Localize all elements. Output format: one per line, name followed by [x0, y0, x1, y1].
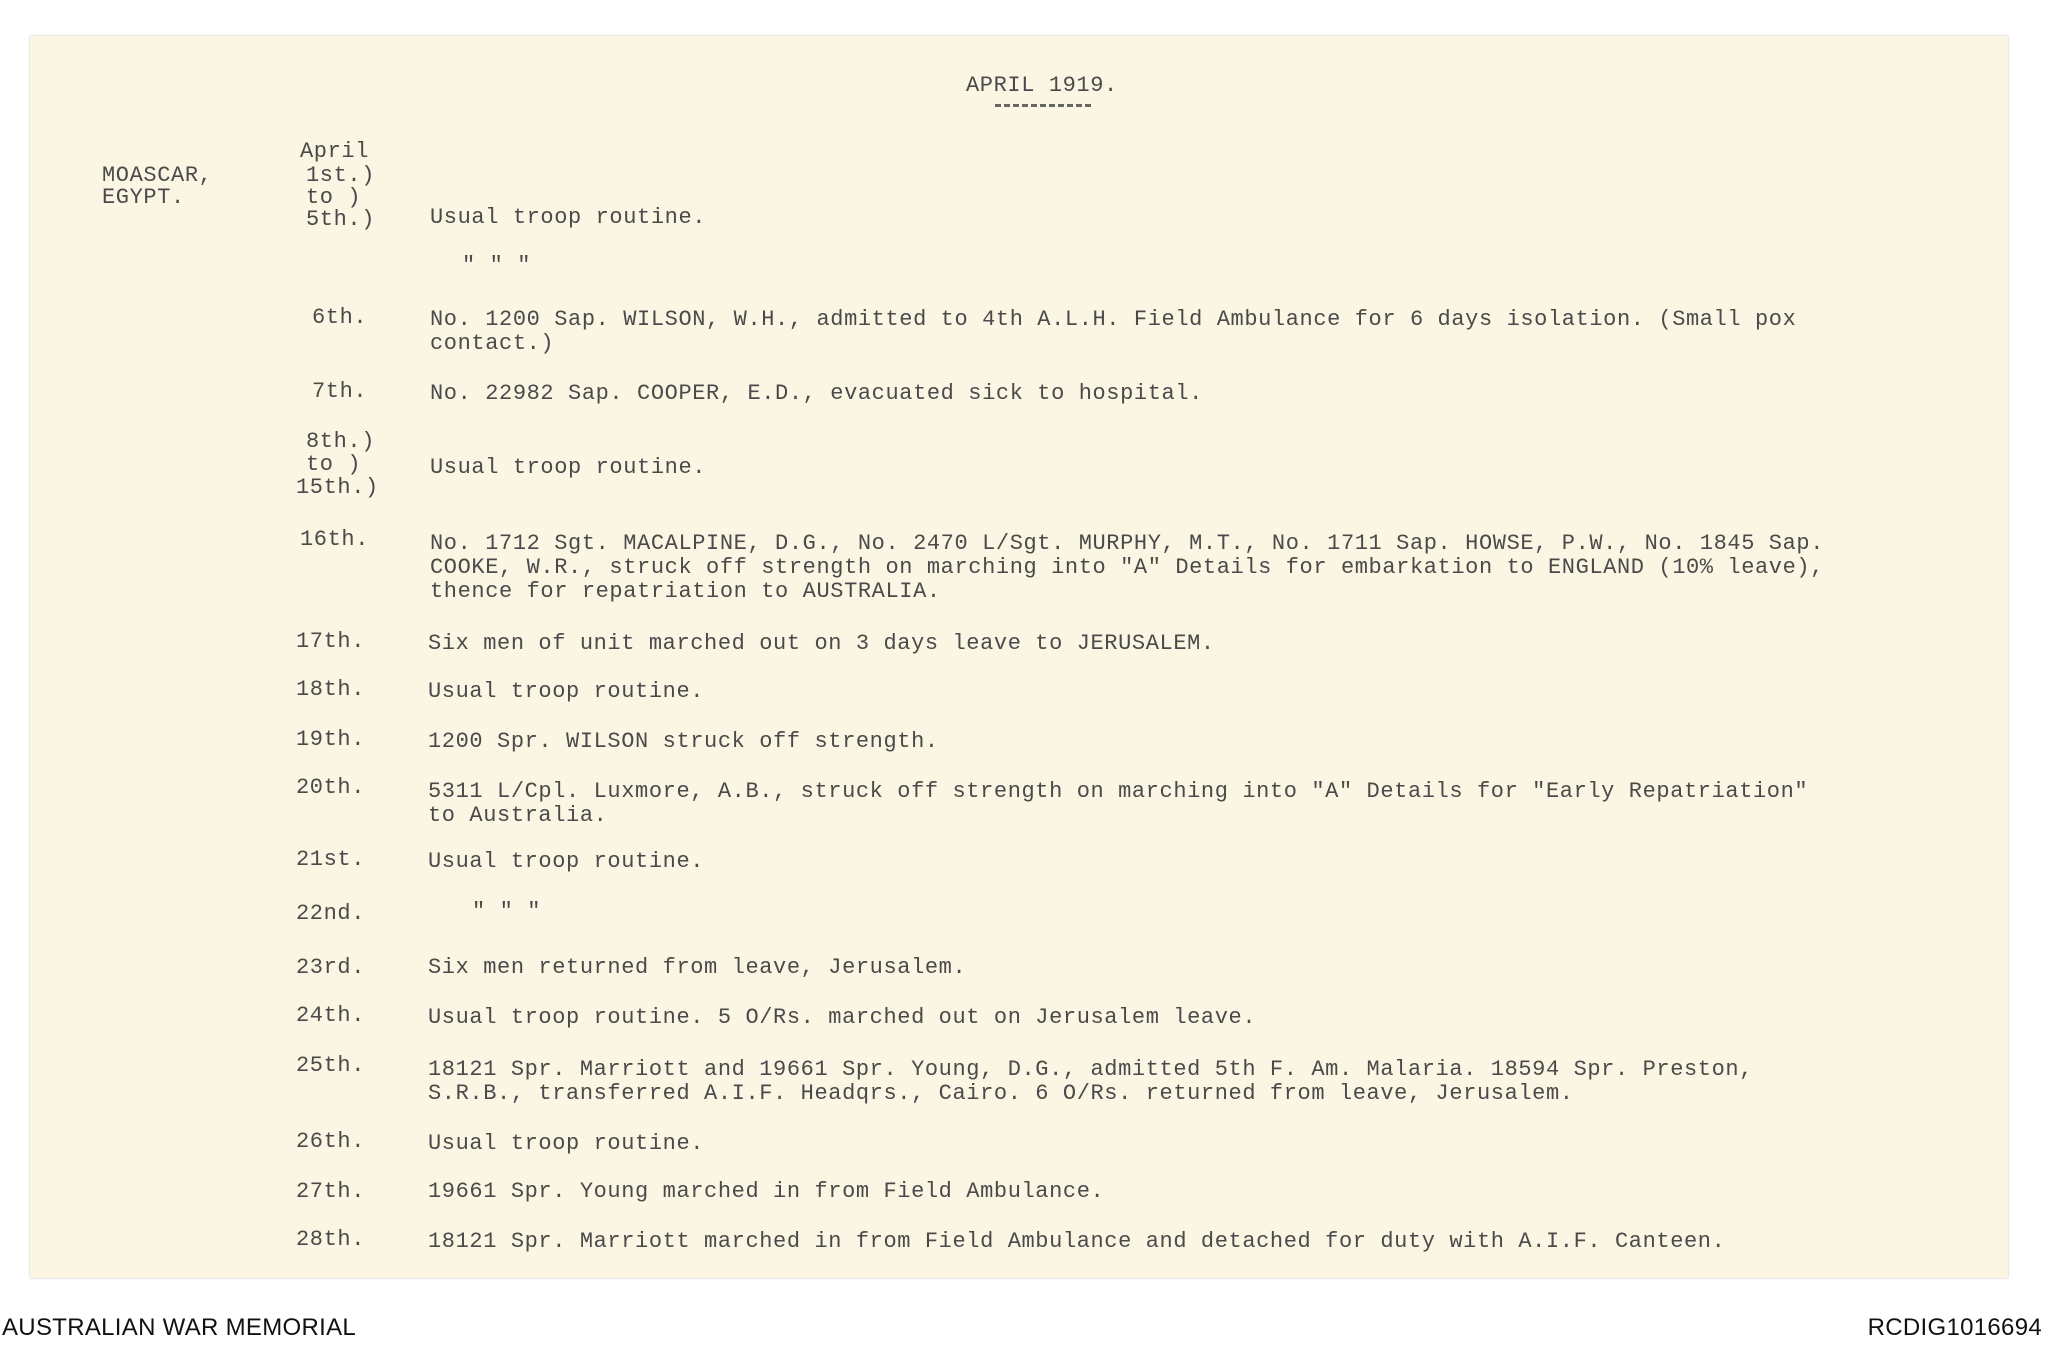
- ditto-marks: " " ": [472, 899, 542, 924]
- place-line-1: MOASCAR,: [102, 163, 213, 188]
- entry-date: 16th.: [300, 527, 370, 552]
- entry-text: 1200 Spr. WILSON struck off strength.: [428, 729, 939, 754]
- entry-date: 26th.: [296, 1129, 366, 1154]
- entry-text: Six men of unit marched out on 3 days leave to JERUSALEM.: [428, 631, 1215, 656]
- entry-text: S.R.B., transferred A.I.F. Headqrs., Cairo. 6 O/Rs. returned from leave, Jerusalem.: [428, 1081, 1574, 1106]
- footer-id: RCDIG1016694: [1867, 1314, 2042, 1341]
- entry-date: 15th.): [296, 475, 379, 500]
- entry-date: 18th.: [296, 677, 366, 702]
- entry-text: Usual troop routine. 5 O/Rs. marched out on Jerusalem leave.: [428, 1005, 1257, 1030]
- footer-source: AUSTRALIAN WAR MEMORIAL: [2, 1314, 357, 1341]
- entry-date: 22nd.: [296, 901, 366, 926]
- entry-date: 24th.: [296, 1003, 366, 1028]
- entry-date: 17th.: [296, 629, 366, 654]
- entry-date: 19th.: [296, 727, 366, 752]
- place-line-2: EGYPT.: [102, 185, 185, 210]
- entry-text: 18121 Spr. Marriott and 19661 Spr. Young, D.G., admitted 5th F. Am. Malaria. 18594 Spr. Preston,: [428, 1057, 1754, 1082]
- entry-date: 7th.: [312, 379, 368, 404]
- entry-text: Usual troop routine.: [428, 849, 705, 874]
- entry-date: 1st.): [306, 163, 376, 188]
- entry-date: 25th.: [296, 1053, 366, 1078]
- entry-text: 19661 Spr. Young marched in from Field Ambulance.: [428, 1179, 1105, 1204]
- entry-text: Usual troop routine.: [428, 1131, 705, 1156]
- entry-text: No. 1712 Sgt. MACALPINE, D.G., No. 2470 L/Sgt. MURPHY, M.T., No. 1711 Sap. HOWSE, P.W., No. 1845 Sap.: [430, 531, 1825, 556]
- entry-date: 23rd.: [296, 955, 366, 980]
- entry-date: 5th.): [306, 207, 376, 232]
- entry-text: No. 1200 Sap. WILSON, W.H., admitted to 4th A.L.H. Field Ambulance for 6 days isolation. (Small pox: [430, 307, 1797, 332]
- entry-date: to ): [306, 185, 362, 210]
- entry-date: to ): [306, 452, 362, 477]
- page-title: APRIL 1919.: [966, 73, 1118, 98]
- entry-text: 18121 Spr. Marriott marched in from Field Ambulance and detached for duty with A.I.F. Canteen.: [428, 1229, 1726, 1254]
- entry-text: Usual troop routine.: [430, 455, 707, 480]
- entry-date: 27th.: [296, 1179, 366, 1204]
- entry-text: Six men returned from leave, Jerusalem.: [428, 955, 967, 980]
- entry-text: contact.): [430, 331, 555, 356]
- entry-date: 28th.: [296, 1227, 366, 1252]
- entry-text: to Australia.: [428, 803, 608, 828]
- entry-text: Usual troop routine.: [428, 679, 705, 704]
- entry-text: COOKE, W.R., struck off strength on marching into "A" Details for embarkation to ENGLAND (10% leave),: [430, 555, 1825, 580]
- title-underline: [995, 104, 1091, 107]
- entry-text: thence for repatriation to AUSTRALIA.: [430, 579, 941, 604]
- entry-date: 8th.): [306, 429, 376, 454]
- entry-date: 21st.: [296, 847, 366, 872]
- entry-text: Usual troop routine.: [430, 205, 707, 230]
- month-label: April: [300, 139, 370, 164]
- entry-date: 6th.: [312, 305, 368, 330]
- ditto-marks: " " ": [462, 253, 532, 278]
- entry-date: 20th.: [296, 775, 366, 800]
- entry-text: 5311 L/Cpl. Luxmore, A.B., struck off strength on marching into "A" Details for "Early Repatriation": [428, 779, 1809, 804]
- entry-text: No. 22982 Sap. COOPER, E.D., evacuated sick to hospital.: [430, 381, 1203, 406]
